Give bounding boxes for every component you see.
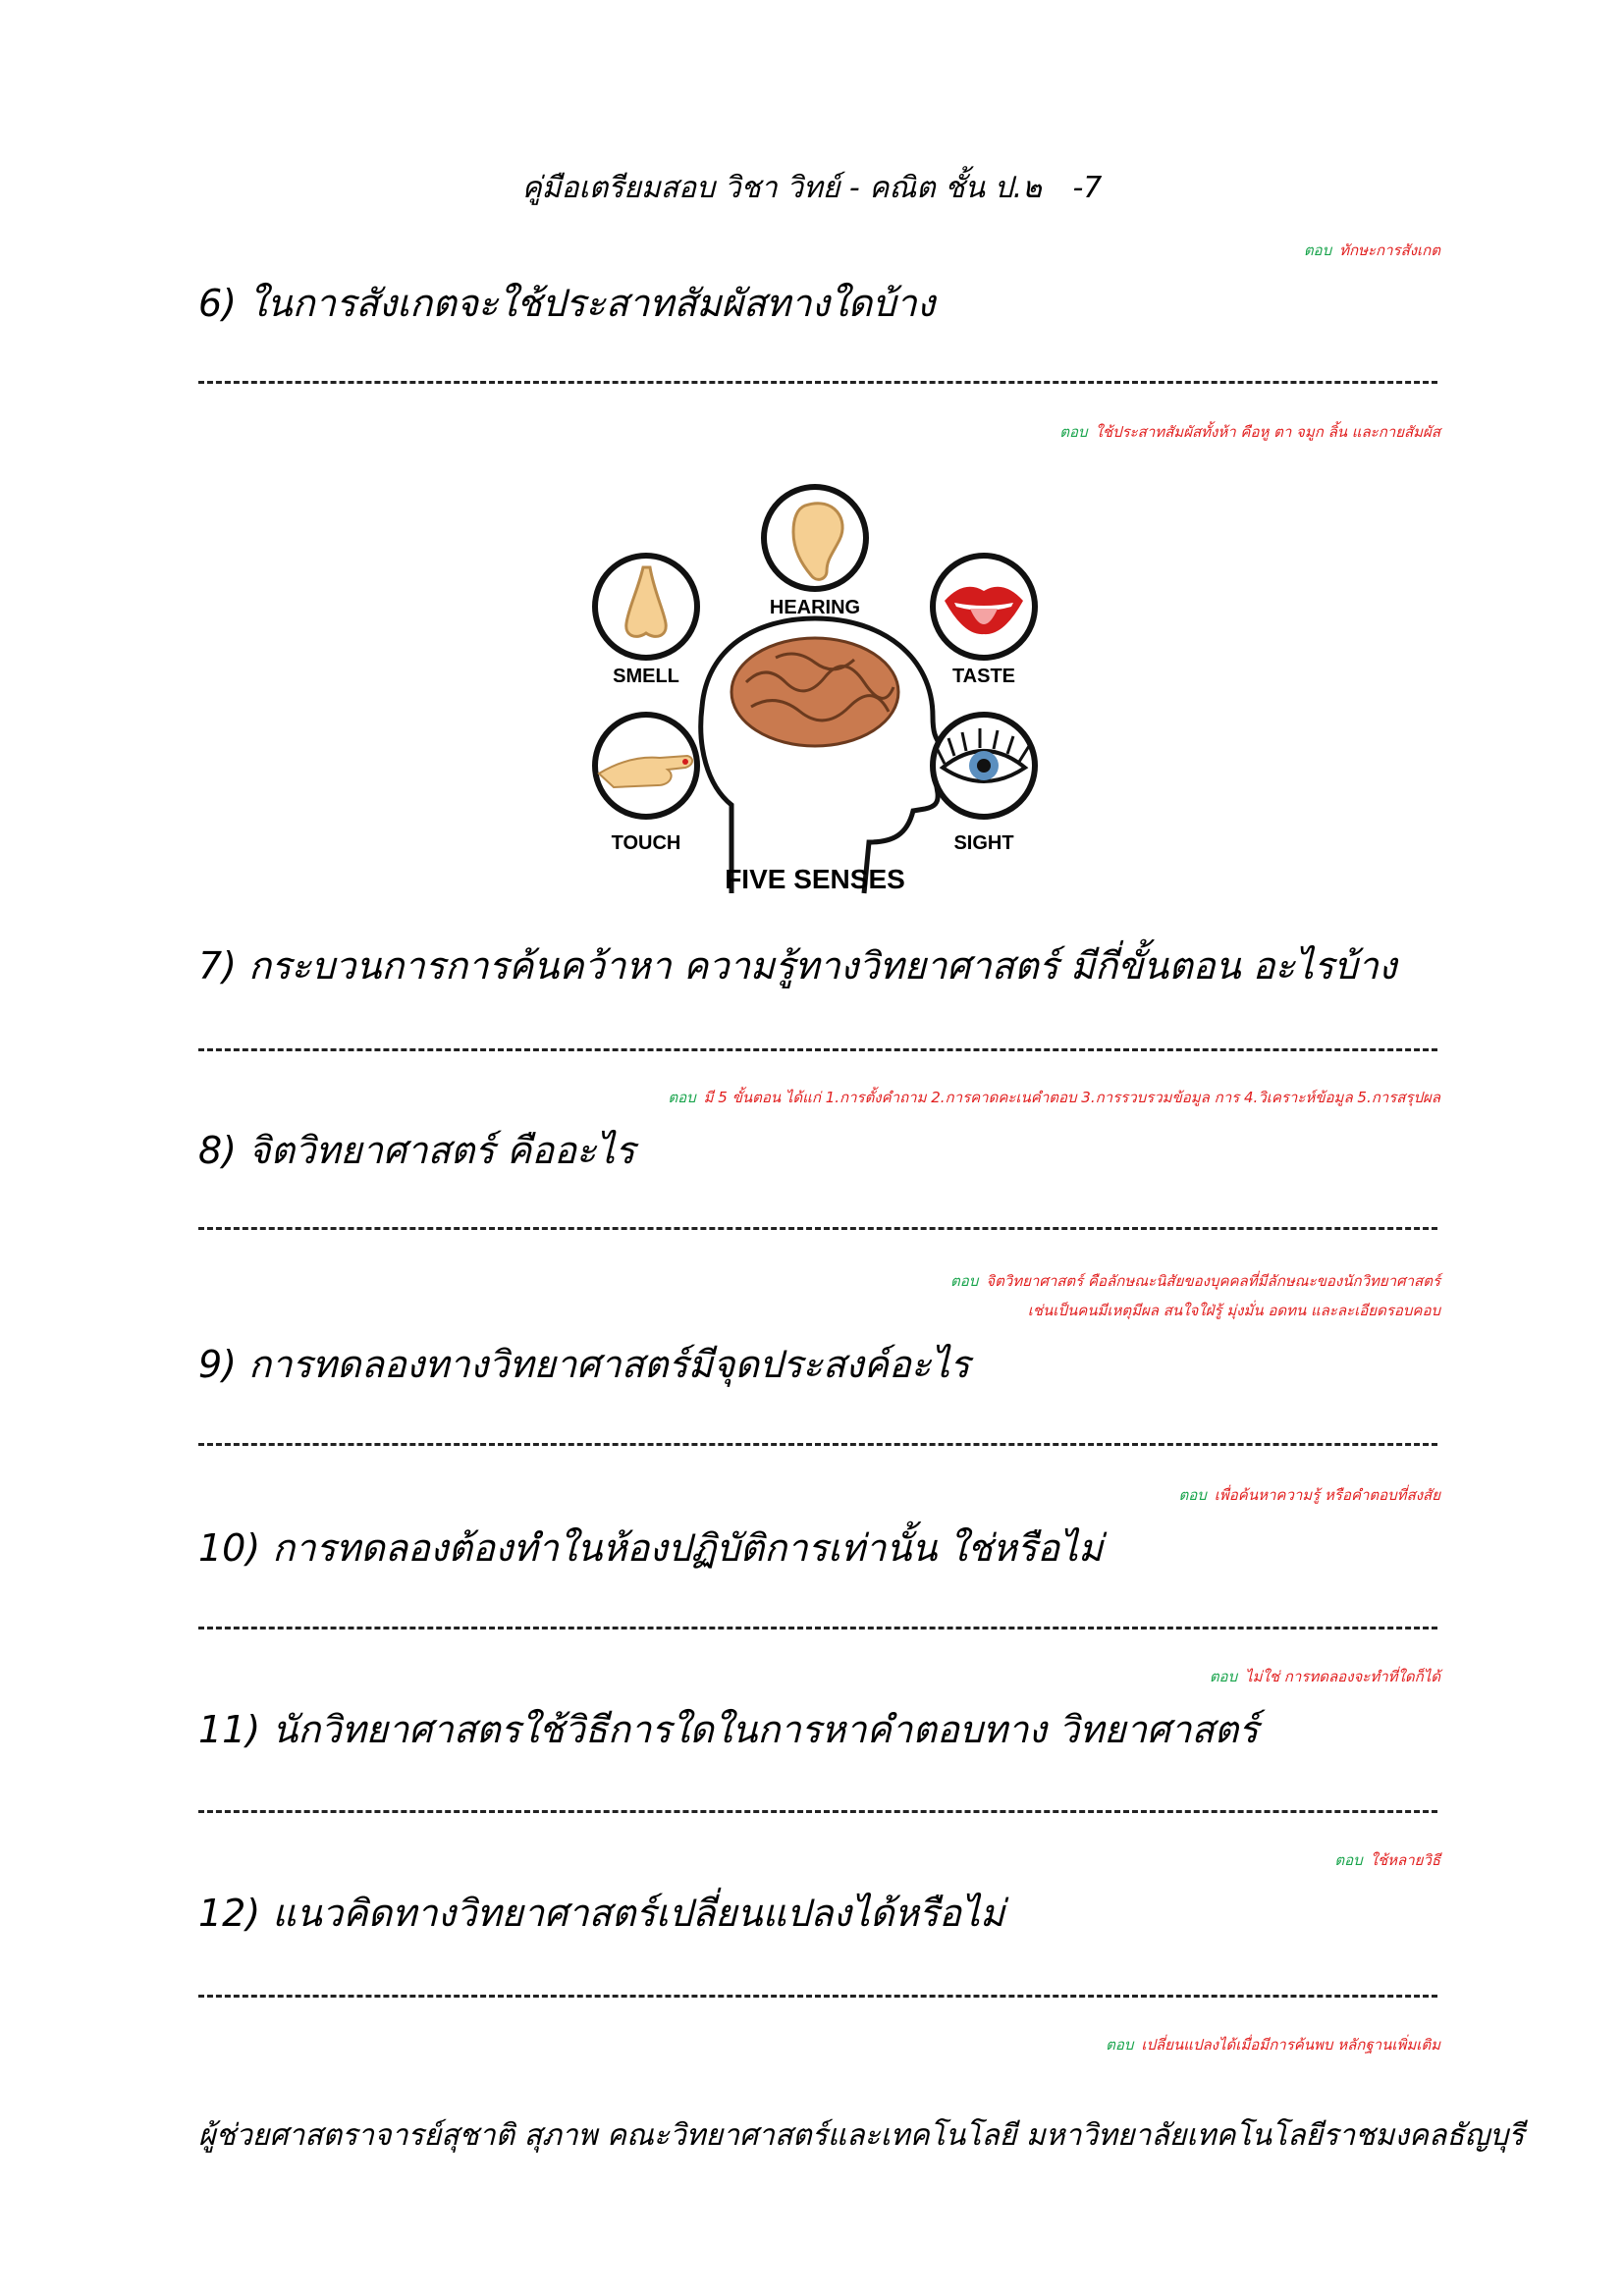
touch-sense xyxy=(595,715,697,854)
answer-10 xyxy=(1210,1662,1440,1691)
label-smell: SMELL xyxy=(613,666,679,687)
question-12: 12) แนวคิดทางวิทยาศาสตร์เปลี่ยนแปลงได้หรือไม่ xyxy=(198,1892,1005,1935)
answer-7 xyxy=(668,1083,1440,1112)
figure-title: FIVE SENSES xyxy=(725,864,905,894)
answer-9 xyxy=(1179,1480,1441,1510)
sight-sense xyxy=(933,715,1035,854)
answer-text: เปลี่ยนแปลงได้เมื่อมีการค้นพบ หลักฐานเพิ่มเติม xyxy=(1141,2036,1440,2054)
answer-text: ใช้ประสาทสัมผัสทั้งห้า คือหู ตา จมูก ลิ้น และกายสัมผัส xyxy=(1095,423,1440,441)
answer-text: ทักษะการสังเกต xyxy=(1339,241,1440,259)
answer-line xyxy=(198,1227,1437,1230)
answer-text: จิตวิทยาศาสตร์ คือลักษณะนิสัยของบุคคลที่มีลักษณะของนักวิทยาศาสตร์ xyxy=(986,1272,1440,1290)
question-9: 9) การทดลองทางวิทยาศาสตร์มีจุดประสงค์อะไร xyxy=(198,1343,970,1386)
answer-label: ตอบ xyxy=(1178,1486,1207,1504)
header-title: คู่มือเตรียมสอบ วิชา วิทย์ - คณิต ชั้น ป.๒ xyxy=(521,171,1042,205)
answer-pre xyxy=(1304,236,1440,265)
answer-line xyxy=(198,1048,1437,1051)
answer-12 xyxy=(1106,2030,1440,2059)
answer-label: ตอบ xyxy=(1334,1851,1363,1869)
five-senses-figure xyxy=(569,481,1070,903)
answer-6 xyxy=(1059,417,1440,447)
label-sight: SIGHT xyxy=(953,832,1014,854)
answer-8-line-2: เช่นเป็นคนมีเหตุมีผล สนใจใฝ่รู้ มุ่งมั่น อดทน และละเอียดรอบคอบ xyxy=(1027,1302,1440,1319)
label-taste: TASTE xyxy=(951,666,1016,687)
page-number: -7 xyxy=(1072,171,1103,205)
answer-line xyxy=(198,1995,1437,1998)
answer-line xyxy=(198,1810,1437,1813)
answer-label: ตอบ xyxy=(1059,423,1088,441)
answer-label: ตอบ xyxy=(668,1089,696,1106)
answer-label: ตอบ xyxy=(1209,1668,1238,1685)
answer-text: ไม่ใช่ การทดลองจะทำที่ใดก็ได้ xyxy=(1245,1668,1440,1685)
answer-label: ตอบ xyxy=(950,1272,979,1290)
question-7: 7) กระบวนการการค้นคว้าหา ความรู้ทางวิทยาศาสตร์ มีกี่ขั้นตอน อะไรบ้าง xyxy=(198,944,1397,988)
answer-label: ตอบ xyxy=(1106,2036,1134,2054)
answer-label: ตอบ xyxy=(1303,241,1332,259)
answer-text: เพื่อค้นหาความรู้ หรือคำตอบที่สงสัย xyxy=(1214,1486,1440,1504)
footer-author: ผู้ช่วยศาสตราจารย์สุชาติ สุภาพ คณะวิทยาศาสตร์และเทคโนโลยี มหาวิทยาลัยเทคโนโลยีราชมงคลธัญบุรี xyxy=(198,2118,1525,2153)
answer-8 xyxy=(950,1266,1440,1296)
answer-text: ใช้หลายวิธี xyxy=(1370,1851,1440,1869)
question-6: 6) ในการสังเกตจะใช้ประสาทสัมผัสทางใดบ้าง xyxy=(198,282,936,325)
hearing-sense xyxy=(764,487,866,618)
answer-11 xyxy=(1334,1845,1440,1875)
answer-text: มี 5 ขั้นตอน ได้แก่ 1.การตั้งคำถาม 2.การคาดคะเนคำตอบ 3.การรวบรวมข้อมูล การ 4.วิเคราะห์ข้อมูล 5.การสรุปผล xyxy=(703,1089,1440,1106)
smell-sense xyxy=(595,556,697,687)
brain-icon xyxy=(731,638,898,746)
taste-sense xyxy=(933,556,1035,687)
answer-line xyxy=(198,381,1437,384)
label-hearing: HEARING xyxy=(769,597,861,618)
answer-line xyxy=(198,1627,1437,1629)
page-header xyxy=(0,165,1624,211)
question-8: 8) จิตวิทยาศาสตร์ คืออะไร xyxy=(198,1129,635,1172)
answer-line xyxy=(198,1443,1437,1446)
question-10: 10) การทดลองต้องทำในห้องปฏิบัติการเท่านั้น ใช่หรือไม่ xyxy=(198,1526,1104,1570)
question-11: 11) นักวิทยาศาสตรใช้วิธีการใดในการหาคำตอบทาง วิทยาศาสตร์ xyxy=(198,1708,1259,1751)
label-touch: TOUCH xyxy=(611,832,681,854)
